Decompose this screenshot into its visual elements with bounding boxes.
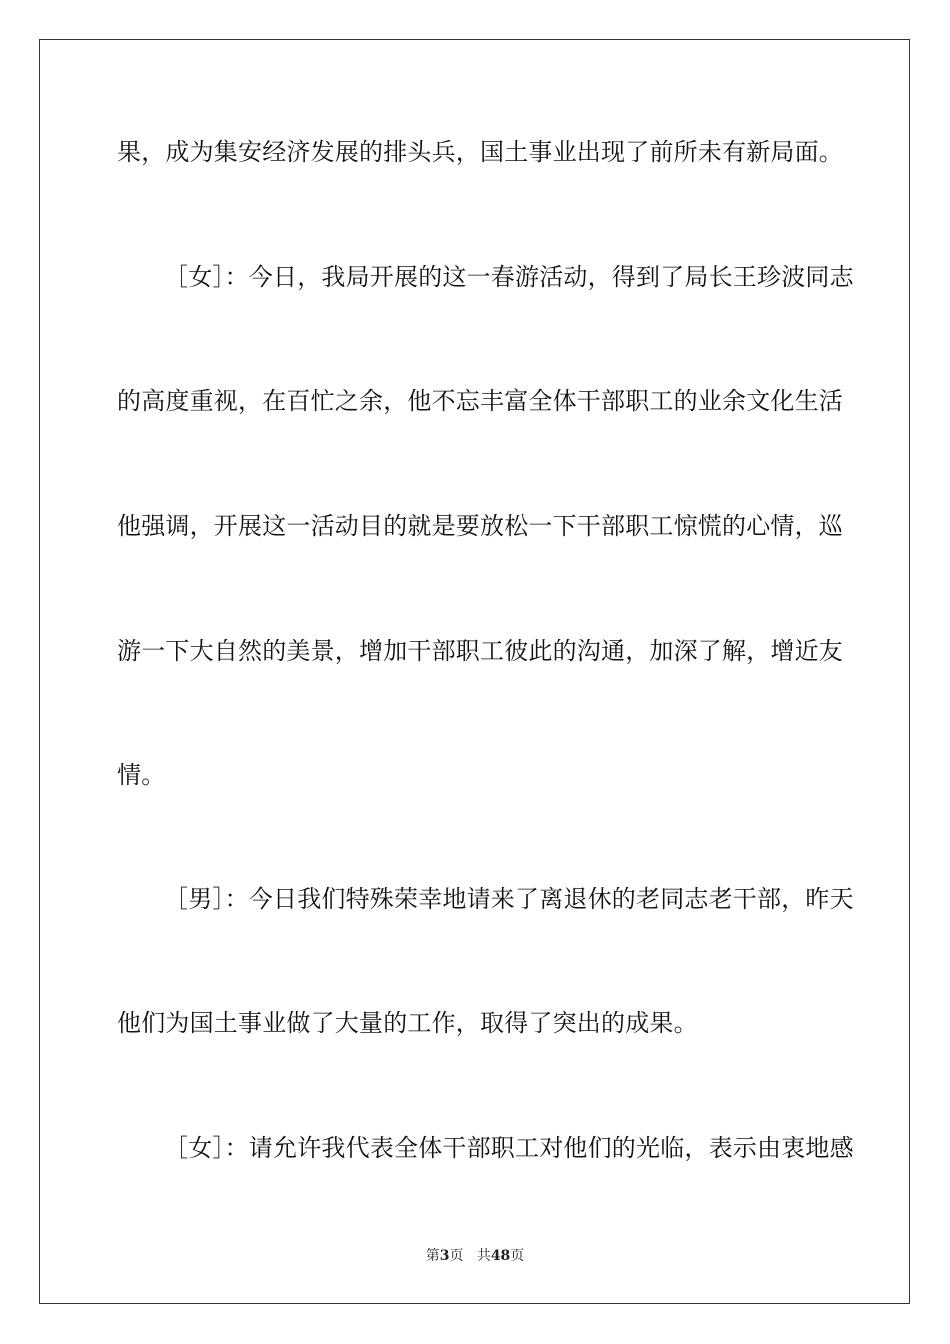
text-line-7: ［男］：今日我们特殊荣幸地请来了离退休的老同志老干部，昨天 xyxy=(164,885,854,913)
total-suffix: 页 xyxy=(510,1248,525,1264)
text-line-5: 游一下大自然的美景，增加干部职工彼此的沟通，加深了解，增近友 xyxy=(117,637,843,665)
text-line-2: ［女］：今日，我局开展的这一春游活动，得到了局长王珍波同志 xyxy=(164,263,854,291)
page-border xyxy=(39,39,910,1304)
text-line-9: ［女］：请允许我代表全体干部职工对他们的光临，表示由衷地感 xyxy=(164,1134,854,1162)
total-pages: 48 xyxy=(490,1248,511,1264)
text-line-6: 情。 xyxy=(117,761,166,789)
page-prefix: 第 xyxy=(425,1248,440,1264)
page-suffix: 页 xyxy=(449,1248,464,1264)
text-line-4: 他强调，开展这一活动目的就是要放松一下干部职工惊慌的心情，巡 xyxy=(117,512,843,540)
page-footer xyxy=(0,1247,950,1265)
text-line-8: 他们为国土事业做了大量的工作，取得了突出的成果。 xyxy=(117,1009,698,1037)
page-number: 3 xyxy=(439,1248,450,1264)
text-line-3: 的高度重视，在百忙之余，他不忘丰富全体干部职工的业余文化生活 xyxy=(117,387,843,415)
text-line-1: 果，成为集安经济发展的排头兵，国土事业出现了前所未有新局面。 xyxy=(117,138,843,166)
total-prefix: 共 xyxy=(476,1248,491,1264)
